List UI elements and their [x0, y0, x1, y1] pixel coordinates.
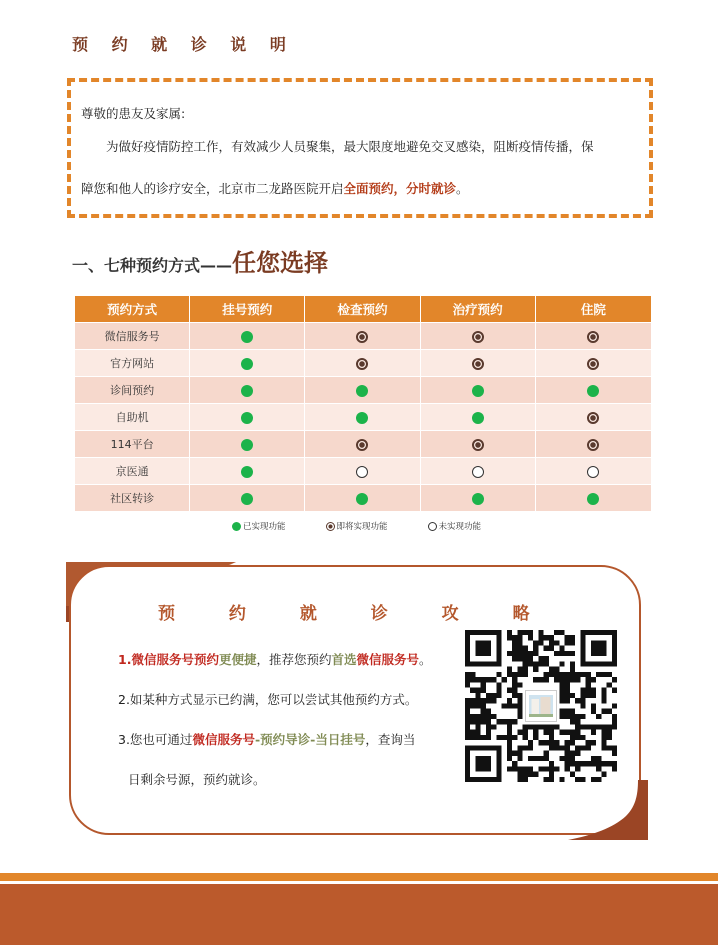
intro-line2-end: 。 — [456, 181, 469, 196]
target-dot-icon — [356, 331, 368, 343]
legend-soon — [326, 520, 388, 532]
intro-line1: 为做好疫情防控工作，有效减少人员聚集，最大限度地避免交叉感染，阻断疫情传播，保 — [106, 139, 594, 154]
green-dot-icon — [241, 412, 253, 424]
status-cell — [305, 457, 420, 484]
method-name-cell: 114平台 — [75, 430, 190, 457]
guide-item-3-continued: 日剩余号源，预约就诊。 — [128, 772, 266, 787]
guide-item-3 — [118, 730, 415, 748]
table-header-row — [75, 296, 651, 322]
legend-soon-label: 即将实现功能 — [336, 522, 388, 532]
empty-circle-icon — [472, 466, 484, 478]
status-cell — [536, 376, 651, 403]
footer-band — [0, 884, 718, 945]
empty-circle-icon — [428, 522, 437, 531]
status-cell — [190, 457, 305, 484]
target-dot-icon — [587, 412, 599, 424]
guide-panel — [66, 562, 648, 840]
status-cell — [536, 484, 651, 511]
guide-item3-end: ，查询当 — [365, 732, 416, 747]
section-prefix: 一、七种预约方式—— — [72, 256, 233, 275]
method-name-cell: 官方网站 — [75, 349, 190, 376]
status-cell — [305, 403, 420, 430]
green-dot-icon — [356, 385, 368, 397]
target-dot-icon — [472, 358, 484, 370]
empty-circle-icon — [587, 466, 599, 478]
guide-item-1 — [118, 650, 432, 668]
status-cell — [190, 376, 305, 403]
legend-done-label: 已实现功能 — [243, 522, 286, 532]
table-header-cell: 住院 — [536, 296, 651, 322]
guide-item3-red: 微信服务号 — [192, 732, 255, 747]
method-name-cell: 诊间预约 — [75, 376, 190, 403]
status-cell — [421, 430, 536, 457]
green-dot-icon — [241, 358, 253, 370]
guide-item3-olive: -预约导诊-当日挂号 — [254, 732, 366, 747]
status-cell — [190, 403, 305, 430]
green-dot-icon — [472, 412, 484, 424]
legend — [232, 520, 481, 532]
target-dot-icon — [356, 439, 368, 451]
status-cell — [536, 349, 651, 376]
section-heading — [72, 243, 328, 278]
status-cell — [536, 430, 651, 457]
status-cell — [305, 322, 420, 349]
guide-item-2: 2.如某种方式显示已约满，您可以尝试其他预约方式。 — [118, 692, 418, 707]
status-cell — [190, 484, 305, 511]
table-row — [75, 403, 651, 430]
appointment-methods-table — [75, 296, 651, 511]
legend-none-label: 未实现功能 — [438, 522, 482, 532]
green-dot-icon — [241, 331, 253, 343]
green-dot-icon — [472, 385, 484, 397]
guide-item1-olive: 更便捷 — [218, 652, 257, 667]
status-cell — [421, 484, 536, 511]
green-dot-icon — [587, 385, 599, 397]
table-row — [75, 376, 651, 403]
table-row — [75, 322, 651, 349]
target-dot-icon — [356, 358, 368, 370]
status-cell — [305, 484, 420, 511]
table-row — [75, 484, 651, 511]
green-dot-icon — [232, 522, 241, 531]
target-dot-icon — [472, 439, 484, 451]
target-dot-icon — [587, 439, 599, 451]
guide-item1-olive2: 首选 — [331, 652, 357, 667]
status-cell — [305, 376, 420, 403]
method-name-cell: 社区转诊 — [75, 484, 190, 511]
green-dot-icon — [356, 493, 368, 505]
section-emphasis: 任您选择 — [232, 249, 329, 277]
method-name-cell: 自助机 — [75, 403, 190, 430]
legend-done — [232, 520, 286, 532]
status-cell — [190, 349, 305, 376]
status-cell — [536, 457, 651, 484]
intro-line2 — [56, 168, 469, 210]
table-header-cell: 预约方式 — [75, 296, 190, 322]
status-cell — [421, 376, 536, 403]
intro-line2-plain: 障您和他人的诊疗安全，北京市二龙路医院开启 — [81, 181, 344, 196]
target-dot-icon — [587, 331, 599, 343]
guide-title: 预 约 就 诊 攻 略 — [158, 604, 554, 624]
guide-item3-start: 3.您也可通过 — [118, 732, 193, 747]
legend-none — [428, 520, 482, 532]
green-dot-icon — [241, 466, 253, 478]
guide-item1-mid: ，推荐您预约 — [256, 652, 332, 667]
table-row — [75, 430, 651, 457]
footer-stripe — [0, 873, 718, 881]
intro-greeting: 尊敬的患友及家属: — [81, 106, 186, 121]
table-header-cell: 挂号预约 — [190, 296, 305, 322]
method-name-cell: 微信服务号 — [75, 322, 190, 349]
target-dot-icon — [326, 522, 335, 531]
status-cell — [421, 322, 536, 349]
intro-line2-highlight: 全面预约，分时就诊 — [343, 181, 457, 196]
table-row — [75, 349, 651, 376]
empty-circle-icon — [356, 466, 368, 478]
green-dot-icon — [472, 493, 484, 505]
status-cell — [305, 349, 420, 376]
status-cell — [421, 457, 536, 484]
page-title: 预 约 就 诊 说 明 — [72, 35, 295, 54]
guide-item1-red: 1.微信服务号预约 — [118, 652, 219, 667]
status-cell — [190, 322, 305, 349]
guide-item1-red2: 微信服务号 — [356, 652, 420, 667]
green-dot-icon — [241, 439, 253, 451]
qr-code-icon[interactable] — [465, 630, 617, 782]
green-dot-icon — [241, 385, 253, 397]
green-dot-icon — [587, 493, 599, 505]
intro-paragraph — [81, 126, 639, 210]
status-cell — [190, 430, 305, 457]
table-body — [75, 322, 651, 511]
intro-box — [67, 78, 653, 218]
status-cell — [536, 322, 651, 349]
status-cell — [421, 349, 536, 376]
target-dot-icon — [587, 358, 599, 370]
status-cell — [536, 403, 651, 430]
green-dot-icon — [241, 493, 253, 505]
target-dot-icon — [472, 331, 484, 343]
status-cell — [421, 403, 536, 430]
table-header-cell: 治疗预约 — [421, 296, 536, 322]
green-dot-icon — [356, 412, 368, 424]
table-row — [75, 457, 651, 484]
method-name-cell: 京医通 — [75, 457, 190, 484]
status-cell — [305, 430, 420, 457]
table-header-cell: 检查预约 — [305, 296, 420, 322]
corner-decoration-icon — [568, 780, 648, 840]
guide-item1-end: 。 — [419, 652, 432, 667]
